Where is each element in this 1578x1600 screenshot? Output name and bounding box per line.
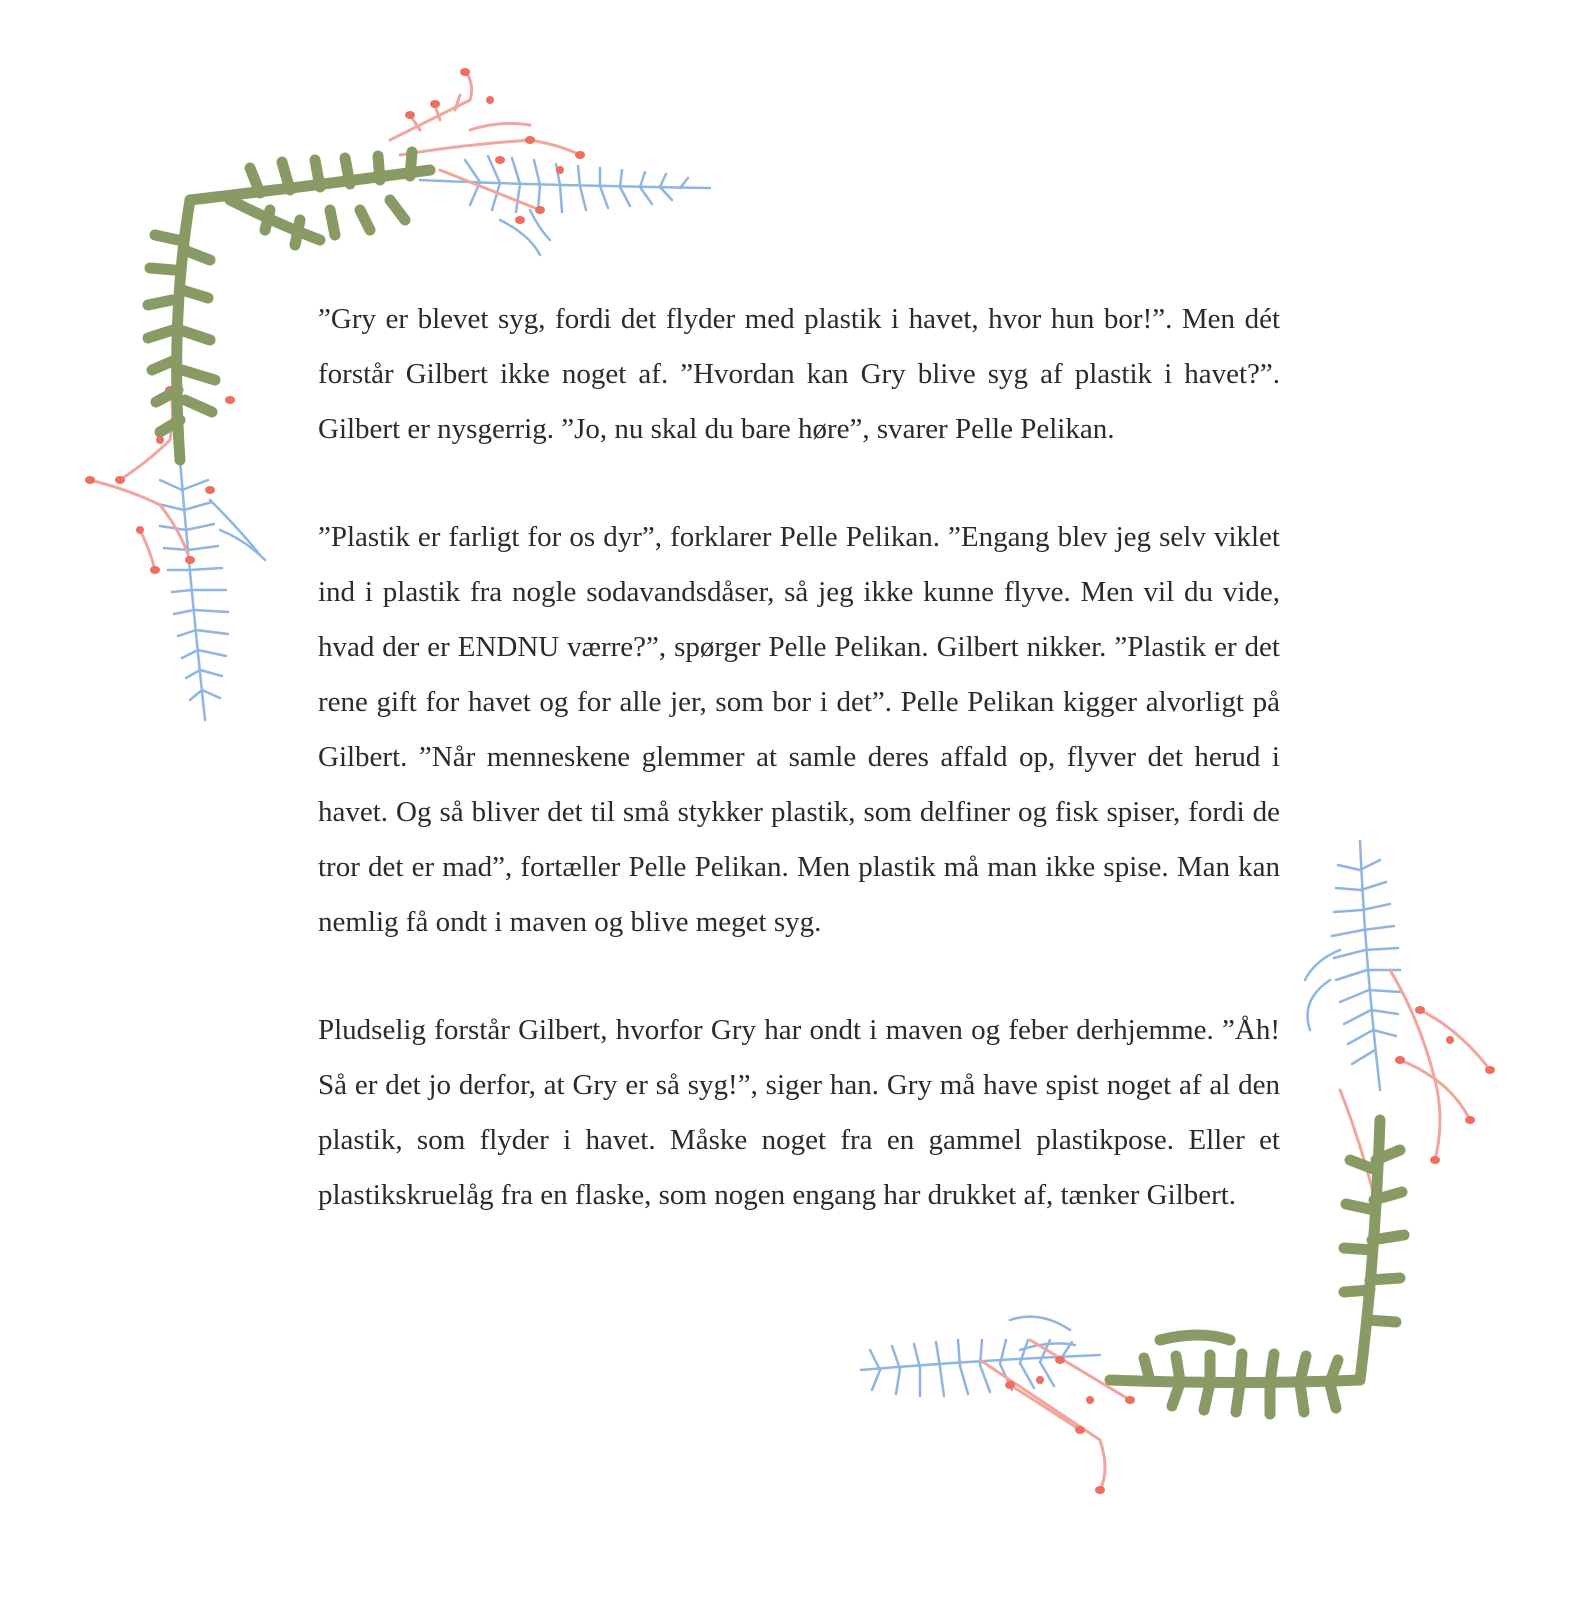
story-text — [318, 292, 1280, 1223]
paragraph-1: ”Gry er blevet syg, fordi det flyder med plastik i havet, hvor hun bor!”. Men dét forstår Gilbert ikke noget af. ”Hvordan kan Gry blive syg af plastik i havet?”. Gilbert er nysgerrig. ”Jo, nu skal du bare høre”, svarer Pelle Pelikan. — [318, 303, 1280, 445]
paragraph-3: Pludselig forstår Gilbert, hvorfor Gry har ondt i maven og feber derhjemme. ”Åh! Så er det jo derfor, at Gry er så syg!”, siger han. Gry må have spist noget af al den plastik, som flyder i havet. Måske noget fra en gammel plastikpose. Eller et plastikskruelåg fra en flaske, som nogen engang har drukket af, tænker Gilbert. — [318, 1014, 1280, 1211]
paragraph-2: ”Plastik er farligt for os dyr”, forklarer Pelle Pelikan. ”Engang blev jeg selv viklet ind i plastik fra nogle sodavandsdåser, så jeg ikke kunne flyve. Men vil du vide, hvad der er ENDNU værre?”, spørger Pelle Pelikan. Gilbert nikker. ”Plastik er det rene gift for havet og for alle jer, som bor i det”. Pelle Pelikan kigger alvorligt på Gilbert. ”Når menneskene glemmer at samle deres affald op, flyver det herud i havet. Og så bliver det til små stykker plastik, som delfiner og fisk spiser, fordi de tror det er mad”, fortæller Pelle Pelikan. Men plastik må man ikke spise. Man kan nemlig få ondt i maven og blive meget syg. — [318, 521, 1280, 938]
